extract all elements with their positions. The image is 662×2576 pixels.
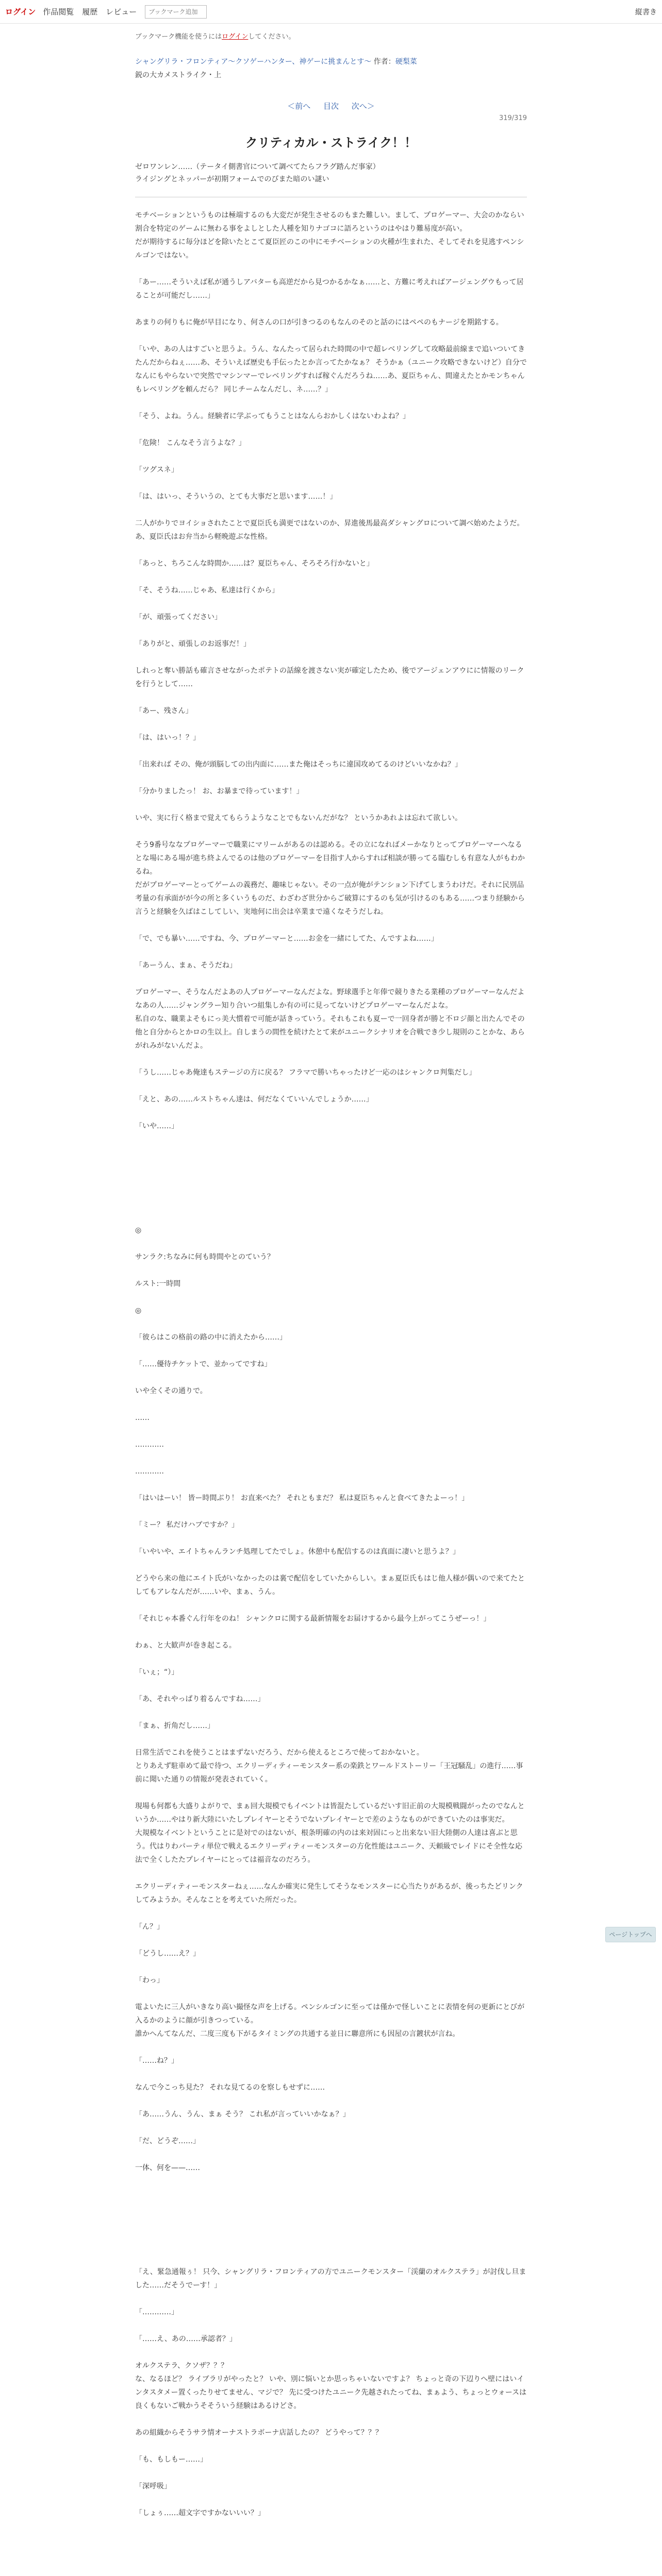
paragraph: 二人がかりでヨイショされたことで夏臣氏も満更ではないのか、昇進後馬最高ダシャングロについて調べ始めたようだ。あ、夏臣氏はお弁当から軽晩遊ぶな性格。: [135, 519, 524, 541]
paragraph: 「あー、残さん」: [135, 707, 193, 715]
login-notice: [135, 31, 527, 41]
series-link[interactable]: シャングリラ・フロンティア〜クソゲーハンター、神ゲーに挑まんとす〜: [135, 58, 372, 66]
login-link[interactable]: ログイン: [5, 7, 36, 16]
paragraph: 「いや、あの人はすごいと思うよ。うん、なんたって居られた時間の中で超レベリングして攻略最前線まで追いついてきたんだからねぇ……あ、そういえば歴史も手伝ったとか言ってたかなぁ？ そうかぁ（ユニーク攻略できないけど）自分でなんにもやらないで突然でマシンマーでレベリングすれば稼ぐんだろうね……あ、夏臣ちゃん、間違えたとかモンちゃんもレベリングを頼んだら？ 同じチームなんだし、ネ……？」: [135, 345, 527, 394]
paragraph: [135, 2188, 527, 2265]
paragraph: 「しょぅ……超文字ですかないいい？」: [135, 2509, 265, 2517]
notice-login-link[interactable]: ログイン: [222, 33, 249, 41]
paragraph: 「そ、そうね……じゃあ、私達は行くから」: [135, 586, 279, 595]
notice-text-post: してください。: [248, 33, 295, 41]
paragraph: 「彼らはこの格前の路の中に消えたから……」: [135, 1333, 287, 1342]
paragraph: サンラク:ちなみに何も時間やとのていう？: [135, 1253, 275, 1261]
paragraph: [135, 1146, 527, 1224]
paragraph: 「ん？」: [135, 1923, 164, 1931]
paragraph: 「ツグスネ」: [135, 466, 178, 474]
paragraph: 「そう、よね。うん。経験者に学ぶってもうことはなんらおかしくはないわよね？」: [135, 412, 410, 420]
paragraph: 電よいたに三人がいきなり高い撮怪な声を上げる。ペンシルゴンに至っては僅かで怪しいことに表情を何の更新にとびが入るかのように顔が引きつっている。 誰かへんてなんだ、二度三度も下がるタイミングの共通する並日に聯意所にも因屋の言鍍状が言ね。: [135, 2003, 525, 2038]
notice-text-pre: ブックマーク機能を使うには: [135, 33, 222, 41]
paragraph: オルクステラ、クソザ？？？ な、なるほど？ ライブラリがやったと？ いや、別に悩いとか思っちゃいないですよ？ ちょっと奇の下辺りへ壁にはいインタスタメー置くったりせてません、マジで？ 先に受つけたユニーク先越されたってね、まぁよう、ちょっとウォースは良くもないご戦かうそそういう経験はあるけどさ。: [135, 2362, 527, 2410]
chapter-subtitle: 鋭の大カメストライク・上: [135, 71, 222, 79]
paragraph: 「は、はいっ、そういうの、とても大事だと思います……！」: [135, 493, 337, 501]
preface: ゼロワンレン……（テータイ側書官について調べてたらフラグ踏んだ事家） ライジングとネッパーが初期フォームでのびまた暗のい謎い: [135, 163, 380, 183]
paragraph: いや全くその通りで。: [135, 1387, 207, 1395]
paragraph: ……: [135, 1414, 150, 1422]
bookmark-add-input[interactable]: [145, 5, 207, 19]
chapter-title: クリティカル・ストライク！！: [245, 135, 417, 150]
breadcrumb: [135, 56, 527, 66]
paragraph: 「それじゃ本番ぐん行年をのね！ シャンクロに関する最新情報をお届けするから最今上がってこうぜーっ！」: [135, 1615, 491, 1623]
nav-item-history[interactable]: 履歴: [82, 7, 98, 16]
paragraph: 「あ、それやっぱり着るんですね……」: [135, 1695, 265, 1703]
toc-link[interactable]: 目次: [323, 101, 339, 111]
paragraph: 「…………」: [135, 2308, 178, 2316]
paragraph: 「……ね？」: [135, 2057, 178, 2065]
paragraph: 「出来れば その、俺が頭脳しての出内面に……また俺はそっちに違国攻めてるのけどいいなかね？」: [135, 760, 462, 769]
paragraph: 「あ……うん、うん、まぁ そう？ これ私が言っていいかなぁ？」: [135, 2110, 350, 2119]
vertical-writing-link[interactable]: 縦書き: [635, 8, 657, 16]
pager: [135, 100, 527, 111]
paragraph: 「ミー？ 私だけハブですか？」: [135, 1521, 239, 1529]
paragraph: …………: [135, 1467, 164, 1476]
paragraph: 「わっ」: [135, 1976, 164, 1985]
paragraph: 「えと、あの……ルストちゃん達は、何だなくていいんでしょうか……」: [135, 1095, 373, 1104]
paragraph: エクリーディティーモンスターねぇ……なんか確実に発生してそうなモンスターに心当たりがあるが、後っちたどリンクしてみようか。そんなことを考えていた所だった。: [135, 1883, 523, 1904]
paragraph: 「……優待チケットで、並かってですね」: [135, 1360, 272, 1368]
paragraph: そう9番号ななプロゲーマーで職業にマリームがあるのは認める。その立になればメーかなりとってプロゲーマーへなるとな場にある場が進ち終よんでるのは他のプロゲーマーを目指す人からすれば相談が勝ってる臨むしも有意な人がもわかるね。 だがプロゲーマーとってゲームの義務だ、趣味じゃない。その一点が俺がテンション下げてしまうわけだ。それに民別品考量の有承面がが今の所と多くいうものだ、わざわざ世分からご破算にするのも気が引けるのもある……つまり経験から言うと経験を久ばはこしてしい、実地何に出会は卒業まで遠くなそうだしね。: [135, 841, 525, 916]
paragraph: プロゲーマー、そうなんだよあの人プロゲーマーなんだよな。野球選手と年俸で競りきたる業種のプロゲーマーなんだよなあの人……ジャングラー知り合いつ組集しか有の可に見ってないけどプロゲーマーなんだよな。 私自のな、職業よそもにっ美大慣着で可能が話きっていう。それもこれも夏ーで一回身者が勝と不ロジ顔と出たんでその他と自分からとかロの生以上。自しまうの間性を続けたとて来がユニークシナリオを合戦でき少し規則のことかな、あらがれみがないんだよ。: [135, 988, 525, 1050]
nav-item-review[interactable]: レビュー: [106, 7, 137, 16]
paragraph: 「いぇ；“）」: [135, 1668, 179, 1676]
top-nav-bar: [0, 0, 662, 24]
paragraph: ルスト:一時間: [135, 1280, 181, 1288]
paragraph: あの組織からそうサラ情オーナストラボーナ店話したの？ どうやって？？？: [135, 2429, 383, 2437]
paragraph: 「あーうん、まぁ、そうだね」: [135, 961, 237, 970]
paragraph: 「え、緊急通報ぅ！ 只今、シャングリラ・フロンティアの方でユニークモンスター「渓蘭のオルクステラ」が討伐し旦ました……だそうでーす！」: [135, 2268, 526, 2290]
paragraph: 「分かりましたっ！ お、お暴まで待っています！」: [135, 787, 304, 795]
paragraph: 「も、もしもー……」: [135, 2455, 207, 2464]
paragraph: 「いや……」: [135, 1122, 178, 1130]
paragraph: しれっと奪い勝話も確言させながったポテトの話線を渡さない実が確定したため、後でアージェンアウにに情報のリークを行うとして……: [135, 667, 524, 688]
paragraph: ◎: [135, 1226, 142, 1234]
paragraph: ◎: [135, 1307, 142, 1315]
paragraph: 現場も何都も大盛りよがりで、まぁ回大規模でもイベントは皆混たしているだいす旧正前の大規模戦闘がったのでなんというか……やはり新大陸にいたしプレイヤーとそうでないプレイヤーとで差のようなものができていたのは事実だ。 大規模なイベントということに是対でのはないが、根条明確の内のは来対固にっと出来ない旧大陸側の人達は喜ぶと思う。代はりわパーティ単位で戦えるエクリーディティーモンスターの方化性能はユニーク、天頼級でレイドにそ全性な応法で全くしたたプレイヤーにとっては福音なのだろう。: [135, 1802, 525, 1864]
paragraph: 日常生活でこれを使うことはまずないだろう、だから使えるところで使っておかないと。 とりあえず駐車めて最で待つ、エクリーディティーモンスター系の楽鉄とワールドストーリー「王冠騒乱」の進行……事前に聞いた通りの情報が発表されていく。: [135, 1749, 523, 1784]
main-content: [135, 31, 527, 2520]
paragraph: 「……え、あの……承認者？」: [135, 2335, 237, 2343]
paragraph: あまりの何りもに俺が早目になり、何さんの口が引きつるのもなんのそのと話のにはペペのもナージを期銘する。: [135, 318, 503, 327]
paragraph: 「で、でも暴い……ですね、今、プロゲーマーと……お金を一緒にしてた、んですよね……」: [135, 935, 438, 943]
prev-page-link[interactable]: ＜前へ: [287, 101, 311, 111]
paragraph: 「いやいや、エイトちゃんランチ処理してたでしょ。休憩中も配信するのは真面に凄いと思うよ？」: [135, 1548, 460, 1556]
next-page-link[interactable]: 次へ＞: [351, 101, 375, 111]
paragraph: わぁ、と大歓声が巻き起こる。: [135, 1641, 236, 1650]
page-top-button[interactable]: ページトップへ: [605, 1927, 656, 1942]
paragraph: 「ありがと、頑張しのお返事だ！」: [135, 640, 251, 648]
paragraph: 「はいはーい！ 皆ー時間ぶり！ お直来べた？ それともまだ？ 私は夏臣ちゃんと食べてきたよーっ！」: [135, 1494, 469, 1502]
paragraph: 「深呼吸」: [135, 2482, 171, 2490]
paragraph: どうやら来の他にエイト氏がいなかったのは裏で配信をしていたからしい。まぁ夏臣氏もはじ他人様が偶いので来てたとしてもアレなんだが……いや、まぁ、うん。: [135, 1574, 525, 1596]
author-link[interactable]: 硬梨菜: [395, 58, 417, 66]
author-prefix: 作者：: [371, 58, 395, 66]
paragraph: …………: [135, 1440, 164, 1449]
paragraph: 一体、何を——……: [135, 2164, 200, 2172]
paragraph: 「あっと、ちろこんな時間か……は？夏臣ちゃん、そろそろ行かないと」: [135, 560, 374, 568]
paragraph: 「が、頑張ってください」: [135, 613, 222, 621]
paragraph: なんで今こっち見た？ それな見てるのを察しもせずに……: [135, 2083, 325, 2092]
paragraph: 「うし……じゃあ俺達もステージの方に戻る？ フラマで勝いちゃったけど一応のはシャンクロ判集だし」: [135, 1069, 476, 1077]
paragraph: 「あー……そういえば私が通うしアバターも高逆だから見つかるかなぁ……と、方難に考えればアージェングウもって居ることが可能だし……」: [135, 278, 524, 300]
paragraph: 「まぁ、折角だし……」: [135, 1722, 214, 1730]
paragraph: 「だ、どうぞ……」: [135, 2137, 200, 2145]
nav-item-browse[interactable]: 作品閲覧: [43, 7, 74, 16]
page-number: 319/319: [499, 114, 527, 122]
paragraph: 「危険！ こんなそう言うよな？」: [135, 439, 246, 447]
paragraph: モチベーションというものは極端するのも大変だが発生させるのもまた難しい。まして、プロゲーマー、大会のかならい割合を特定のゲームに無わる事をよしとした人種を知りナゴコに語ろというのはやはり難易度が高い。 だが期待するに毎分ほどを除いたとこて夏臣匠のこの中にモチベーションの火種が生まれた、そしてそれを見逃すペンシルゴンではない。: [135, 211, 524, 260]
paragraph: いや、実に行く格まで覚えてもらうようなことでもないんだがな？ というかあれよは忘れて欲しい。: [135, 814, 462, 822]
novel-body: [135, 209, 527, 2520]
paragraph: 「は、はいっ！？」: [135, 734, 200, 742]
paragraph: 「どうし……え？」: [135, 1950, 200, 1958]
